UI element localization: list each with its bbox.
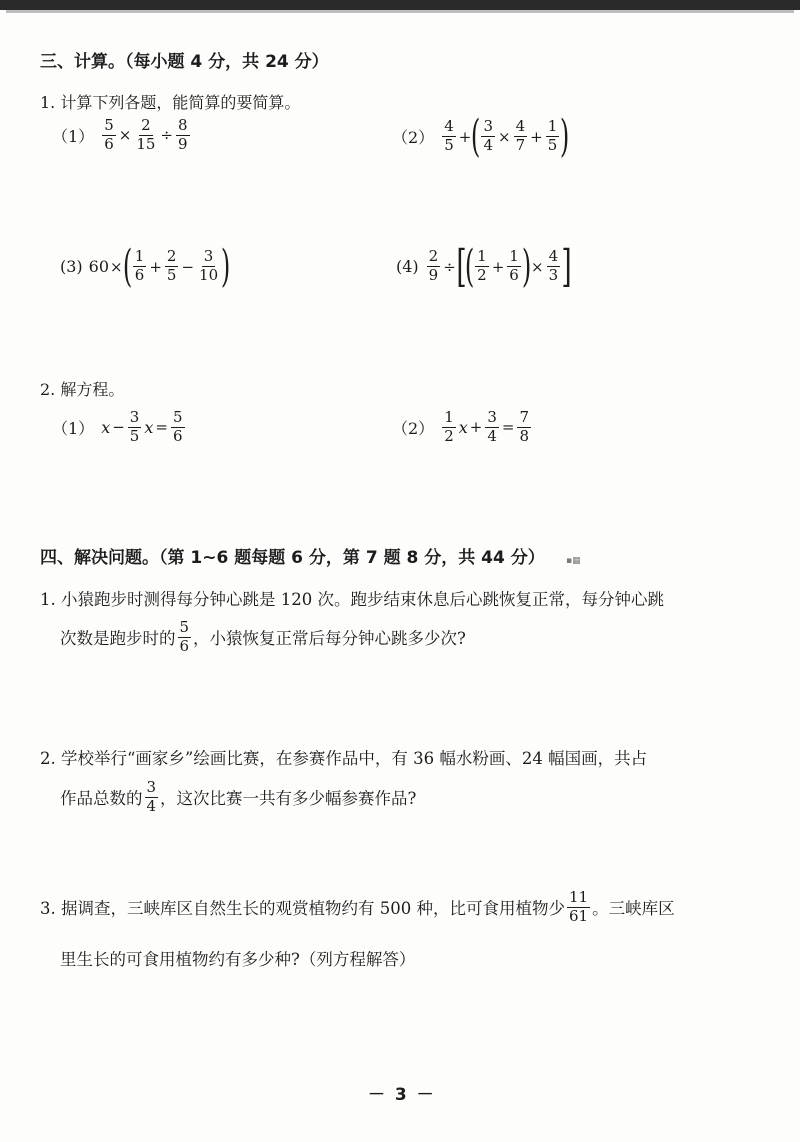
fraction: $\frac{1}{2}$ [477, 247, 487, 285]
section3-title: 三、计算。（每小题 4 分，共 24 分） [40, 52, 329, 72]
item-label: （1） [52, 126, 95, 146]
scan-top-shadow [6, 10, 794, 13]
problem-2-line-1: 2. 学校举行“画家乡”绘画比赛，在参赛作品中，有 36 幅水粉画、24 幅国画，共占 [40, 749, 648, 768]
left-paren: ( [464, 241, 475, 292]
text: ，这次比赛一共有多少幅参赛作品? [160, 789, 417, 809]
fraction: $\frac{4}{3}$ [548, 247, 559, 285]
fraction: $\frac{3}{4}$ [483, 117, 494, 155]
equals-sign: = [155, 418, 168, 437]
item-label: （1） [52, 418, 95, 438]
operator: − [181, 257, 195, 276]
problem-3-line-1 [40, 890, 675, 925]
text: 次数是跑步时的 [60, 629, 176, 649]
q2-item-2 [392, 410, 533, 445]
left-paren: ( [471, 111, 481, 162]
q1-item-4 [396, 241, 572, 292]
right-paren: ) [560, 111, 570, 162]
right-bracket: ] [561, 241, 572, 292]
problem-1-line-2 [60, 620, 466, 655]
left-paren: ( [122, 241, 132, 292]
variable: x [101, 417, 111, 437]
operator: − [112, 418, 125, 437]
operator: × [110, 257, 123, 276]
fraction: $\frac{2}{9}$ [428, 247, 439, 285]
operator: × [118, 126, 132, 145]
variable: x [458, 417, 468, 437]
scan-top-edge [0, 0, 800, 10]
operator: + [469, 418, 483, 437]
fraction: $\frac{5}{6}$ [179, 618, 190, 655]
problem-3-line-2: 里生长的可食用植物约有多少种?（列方程解答） [60, 950, 416, 969]
fraction: $\frac{3}{4}$ [487, 408, 497, 445]
problem-2-line-2 [60, 780, 416, 815]
fraction: $\frac{7}{8}$ [519, 408, 530, 445]
text: 3. 据调查，三峡库区自然生长的观赏植物约有 500 种，比可食用植物少 [40, 899, 565, 919]
fraction: $\frac{4}{7}$ [515, 117, 526, 155]
problem-1-line-1: 1. 小猿跑步时测得每分钟心跳是 120 次。跑步结束休息后心跳恢复正常，每分钟心跳 [40, 590, 664, 609]
fraction: $\frac{3}{10}$ [199, 247, 219, 285]
operator: + [491, 257, 505, 276]
qr-mark-icon: ▪▦ [566, 556, 581, 566]
text: ，小猿恢复正常后每分钟心跳多少次? [193, 629, 466, 649]
item-label: (4) [396, 257, 419, 277]
text: 。三峡库区 [592, 899, 675, 919]
section4-title: 四、解决问题。（第 1~6 题每题 6 分，第 7 题 8 分，共 44 分） [40, 548, 545, 568]
variable: x [144, 417, 154, 437]
fraction: $\frac{5}{6}$ [104, 116, 114, 153]
q2-item-1 [52, 410, 187, 445]
operator: × [498, 127, 511, 146]
right-paren: ) [220, 241, 231, 292]
operator: × [530, 257, 544, 276]
q1-item-3 [60, 241, 231, 292]
operator: ÷ [160, 126, 173, 145]
page-number: － 3 － [368, 1085, 436, 1105]
fraction: $\frac{2}{15}$ [136, 116, 156, 153]
q1-item-2 [392, 111, 570, 162]
item-label: （2） [392, 128, 435, 148]
fraction: $\frac{1}{2}$ [444, 408, 454, 445]
text: 作品总数的 [60, 789, 143, 809]
q1-item-1 [52, 118, 192, 153]
fraction: $\frac{8}{9}$ [177, 116, 188, 153]
operator: ÷ [443, 257, 456, 276]
fraction: $\frac{1}{6}$ [134, 247, 145, 285]
fraction: $\frac{1}{6}$ [509, 247, 519, 285]
number: 60 [88, 257, 110, 277]
operator: + [530, 127, 543, 146]
operator: + [458, 127, 472, 146]
operator: + [149, 257, 162, 276]
fraction: $\frac{2}{5}$ [166, 247, 177, 285]
fraction: $\frac{11}{61}$ [568, 888, 589, 925]
equals-sign: = [501, 418, 515, 437]
left-bracket: [ [456, 241, 467, 292]
fraction: $\frac{1}{5}$ [547, 117, 558, 155]
fraction: $\frac{3}{4}$ [146, 778, 157, 815]
item-label: （2） [392, 418, 435, 438]
right-paren: ) [521, 241, 532, 292]
q2-instruction: 2. 解方程。 [40, 380, 125, 399]
fraction: $\frac{5}{6}$ [172, 408, 183, 445]
q1-instruction: 1. 计算下列各题，能简算的要简算。 [40, 93, 301, 112]
fraction: $\frac{3}{5}$ [129, 408, 140, 445]
item-label: (3) [60, 257, 83, 277]
fraction: $\frac{4}{5}$ [444, 117, 454, 155]
